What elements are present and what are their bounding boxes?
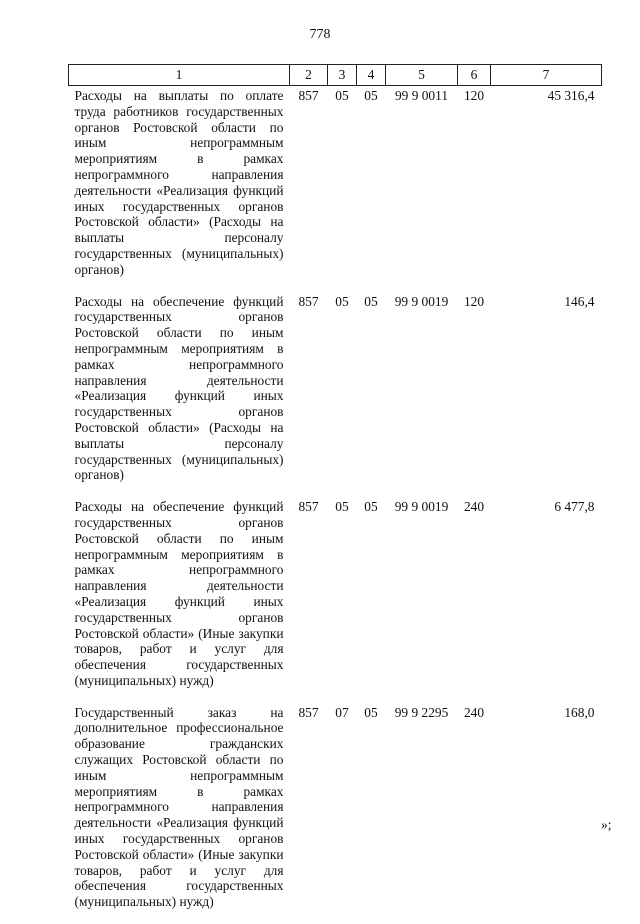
row-target-article: 99 9 2295 <box>394 704 449 720</box>
row-expense-type: 120 <box>463 88 485 103</box>
header-col-6: 6 <box>458 65 491 86</box>
header-col-4: 4 <box>357 65 386 86</box>
row-section-code: 05 <box>335 293 349 309</box>
header-col-2: 2 <box>290 65 328 86</box>
row-target-article: 99 9 0019 <box>394 293 449 309</box>
row-amount: 146,4 <box>564 293 595 309</box>
row-description: Расходы на выплаты по оплате труда работников государственных органов Ростовской области по иным непрограммным мероприятиям в рамках непрограммного направления деятельности «Реализация функций иных государственных органов Ростовской области» (Расходы на выплаты персоналу государственных (муниципальных) органов) <box>74 88 284 277</box>
row-department-code: 857 <box>298 293 319 309</box>
row-expense-type: 120 <box>463 293 485 309</box>
table-header-row <box>69 65 602 86</box>
row-section-code: 07 <box>335 704 349 720</box>
table-row <box>69 292 602 498</box>
row-department-code: 857 <box>298 704 319 720</box>
row-subsection-code: 05 <box>364 293 378 309</box>
row-description: Расходы на обеспечение функций государственных органов Ростовской области по иным непрограммным мероприятиям в рамках непрограммного направления деятельности «Реализация функций иных государственных органов Ростовской области» (Иные закупки товаров, работ и услуг для обеспечения государственных (муниципальных) нужд) <box>74 499 284 688</box>
budget-table <box>68 64 602 924</box>
header-col-7: 7 <box>491 65 602 86</box>
row-target-article: 99 9 0011 <box>394 88 449 103</box>
table-row <box>69 497 602 703</box>
row-subsection-code: 05 <box>364 88 378 103</box>
row-description: Расходы на обеспечение функций государственных органов Ростовской области по иным непрограммным мероприятиям в рамках непрограммного направления деятельности «Реализация функций иных государственных органов Ростовской области» (Расходы на выплаты персоналу государственных (муниципальных) органов) <box>74 293 284 483</box>
row-target-article: 99 9 0019 <box>394 499 449 515</box>
table-row <box>69 86 602 292</box>
table-row <box>69 703 602 924</box>
header-col-3: 3 <box>328 65 357 86</box>
row-expense-type: 240 <box>463 499 485 515</box>
row-section-code: 05 <box>335 499 349 515</box>
row-section-code: 05 <box>335 88 349 103</box>
header-col-1: 1 <box>69 65 290 86</box>
row-subsection-code: 05 <box>364 499 378 515</box>
page-number: 778 <box>309 27 331 42</box>
header-col-5: 5 <box>386 65 458 86</box>
row-amount: 6 477,8 <box>554 499 595 515</box>
row-amount: 168,0 <box>564 704 595 720</box>
row-subsection-code: 05 <box>364 704 378 720</box>
closing-quote-mark: »; <box>601 817 612 832</box>
row-amount: 45 316,4 <box>547 88 595 103</box>
row-expense-type: 240 <box>463 704 485 720</box>
row-department-code: 857 <box>298 88 319 103</box>
row-department-code: 857 <box>298 499 319 515</box>
row-description: Государственный заказ на дополнительное профессиональное образование гражданских служащих Ростовской области по иным непрограммным мероприятиям в рамках непрограммного направления деятельности «Реализация функций иных государственных органов Ростовской области» (Иные закупки товаров, работ и услуг для обеспечения государственных (муниципальных) нужд) <box>74 704 284 910</box>
